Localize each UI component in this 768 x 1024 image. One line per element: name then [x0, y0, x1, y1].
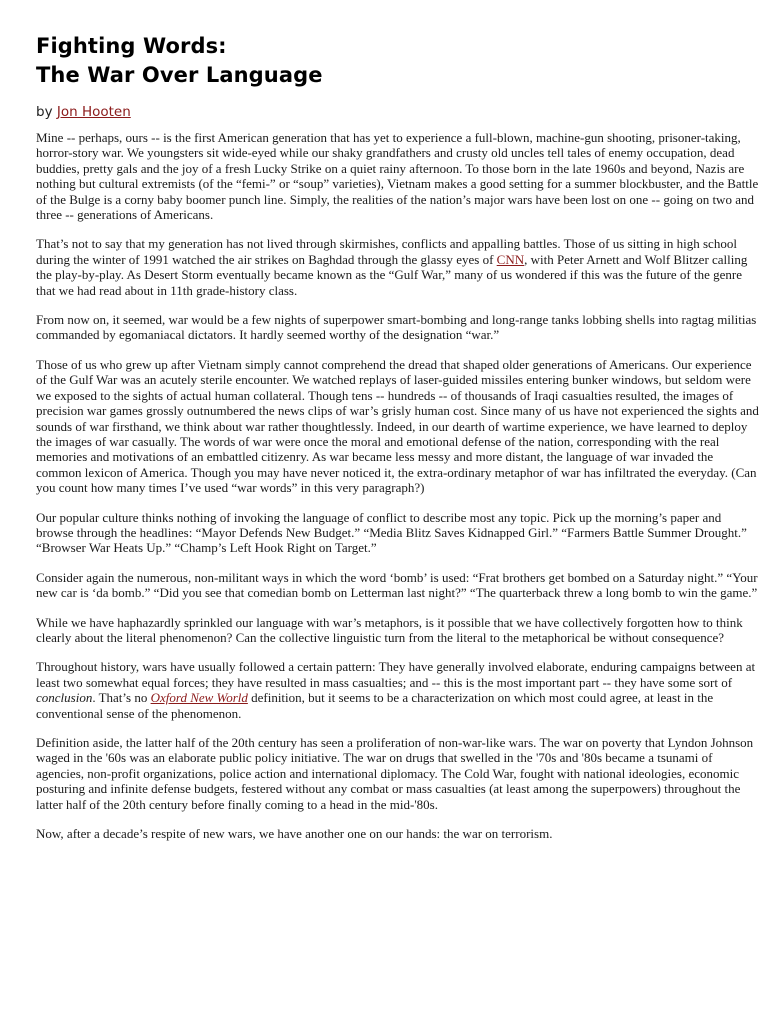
paragraph-10: Now, after a decade’s respite of new wars, we have another one on our hands: the war on terrorism. [36, 826, 553, 842]
byline [36, 104, 760, 120]
paragraph-8-text-a: Throughout history, wars have usually followed a certain pattern: They have generally involved elaborate, enduring campaigns between at least two somewhat equal forces; they have resulted in mass casualties; and -- this is the most important part -- they have some sort of [36, 659, 756, 690]
paragraph-1: Mine -- perhaps, ours -- is the first American generation that has yet to experience a full-blown, machine-gun shooting, prisoner-taking, horror-story war. We youngsters sit wide-eyed while our shaky grandfathers and crusty old uncles tell tales of enemy occupation, dead buddies, pretty gals and the joy of a fresh Lucky Strike on a quiet rainy afternoon. To those born in the late 1960s and beyond, Nazis are nothing but cultural extremists (of the “femi-” or “soup” varieties), Vietnam makes a good setting for a summer blockbuster, and the Battle of the Bulge is a corny baby boomer punch line. Simply, the realities of the nation’s major wars have been lost on one -- going on two and three -- generations of Americans. [36, 130, 759, 223]
author-link[interactable]: Jon Hooten [56, 104, 131, 120]
article [36, 32, 760, 855]
conclusion-emphasis: conclusion [36, 690, 93, 706]
paragraph-2-text-a: That’s not to say that my generation has not lived through skirmishes, conflicts and appalling battles. Those of us sitting in high school during the winter of 1991 watched the air strikes on Baghdad through the glassy eyes of [36, 236, 737, 267]
paragraph-2 [36, 236, 760, 298]
paragraph-8-text-c: definition, but it seems to be a characterization on which most could agree, at least in the conventional sense of the phenomenon. [36, 690, 714, 721]
byline-prefix: by [36, 104, 57, 120]
title-line-2: The War Over Language [36, 63, 323, 87]
title-line-1: Fighting Words: [36, 34, 227, 58]
paragraph-8-text-b: . That’s no [92, 690, 151, 706]
paragraph-3: From now on, it seemed, war would be a few nights of superpower smart-bombing and long-range tanks lobbing shells into ragtag militias commanded by egomaniacal dictators. It hardly seemed worthy of the designation “war.” [36, 312, 757, 343]
paragraph-9: Definition aside, the latter half of the 20th century has seen a proliferation of non-war-like wars. The war on poverty that Lyndon Johnson waged in the '60s was an elaborate public policy initiative. The war on drugs that swelled in the '70s and '80s became a tsunami of agencies, non-profit organizations, police action and international diplomacy. The Cold War, fought with national ideologies, economic posturing and infinite defense budgets, festered without any combat or mass casualties (at least among the superpowers) throughout the latter half of the 20th century before finally coming to a head in the mid-'80s. [36, 735, 754, 812]
paragraph-8 [36, 659, 760, 721]
oxford-new-world-link[interactable]: Oxford New World [150, 690, 248, 706]
paragraph-2-text-b: , with Peter Arnett and Wolf Blitzer calling the play-by-play. As Desert Storm eventually became known as the “Gulf War,” many of us wondered if this was the future of the genre that we had read about in 11th grade-history class. [36, 251, 748, 298]
paragraph-6: Consider again the numerous, non-militant ways in which the word ‘bomb’ is used: “Frat brothers get bombed on a Saturday night.” “Your new car is ‘da bomb.” “Did you see that comedian bomb on Letterman last night?” “The quarterback threw a long bomb to win the game.” [36, 569, 758, 601]
paragraph-4: Those of us who grew up after Vietnam simply cannot comprehend the dread that shaped older generations of Americans. Our experience of the Gulf War was an acutely sterile encounter. We watched replays of laser-guided missiles entering bunker windows, but seldom were we exposed to the sights of actual human collateral. Though tens -- hundreds -- of thousands of Iraqi casualties resulted, the images of precision war games grossly outnumbered the news clips of war’s grisly human cost. Since many of us have not experienced the sights and sounds of war firsthand, we think about war rather thoughtlessly. Indeed, in our dearth of wartime experience, we have learned to deploy the images of war casually. The words of war were once the moral and emotional defense of the nation, corresponding with the real memories and motivations of an embattled citizenry. As war became less messy and more distant, the language of war invaded the common lexicon of America. Though you may have never noticed it, the extra-ordinary metaphor of war has infiltrated the everyday. (Can you count how many times I’ve used “war words” in this very paragraph?) [36, 356, 759, 496]
article-title [36, 32, 760, 90]
paragraph-5: Our popular culture thinks nothing of invoking the language of conflict to describe most any topic. Pick up the morning’s paper and browse through the headlines: “Mayor Defends New Budget.” “Media Blitz Saves Kidnapped Girl.” “Farmers Battle Summer Drought.” “Browser War Heats Up.” “Champ’s Left Hook Right on Target.” [36, 509, 747, 556]
cnn-link[interactable]: CNN [496, 251, 525, 267]
paragraph-7: While we have haphazardly sprinkled our language with war’s metaphors, is it possible that we have collectively forgotten how to think clearly about the literal phenomenon? Can the collective linguistic turn from the literal to the metaphorical be without consequence? [36, 614, 743, 645]
